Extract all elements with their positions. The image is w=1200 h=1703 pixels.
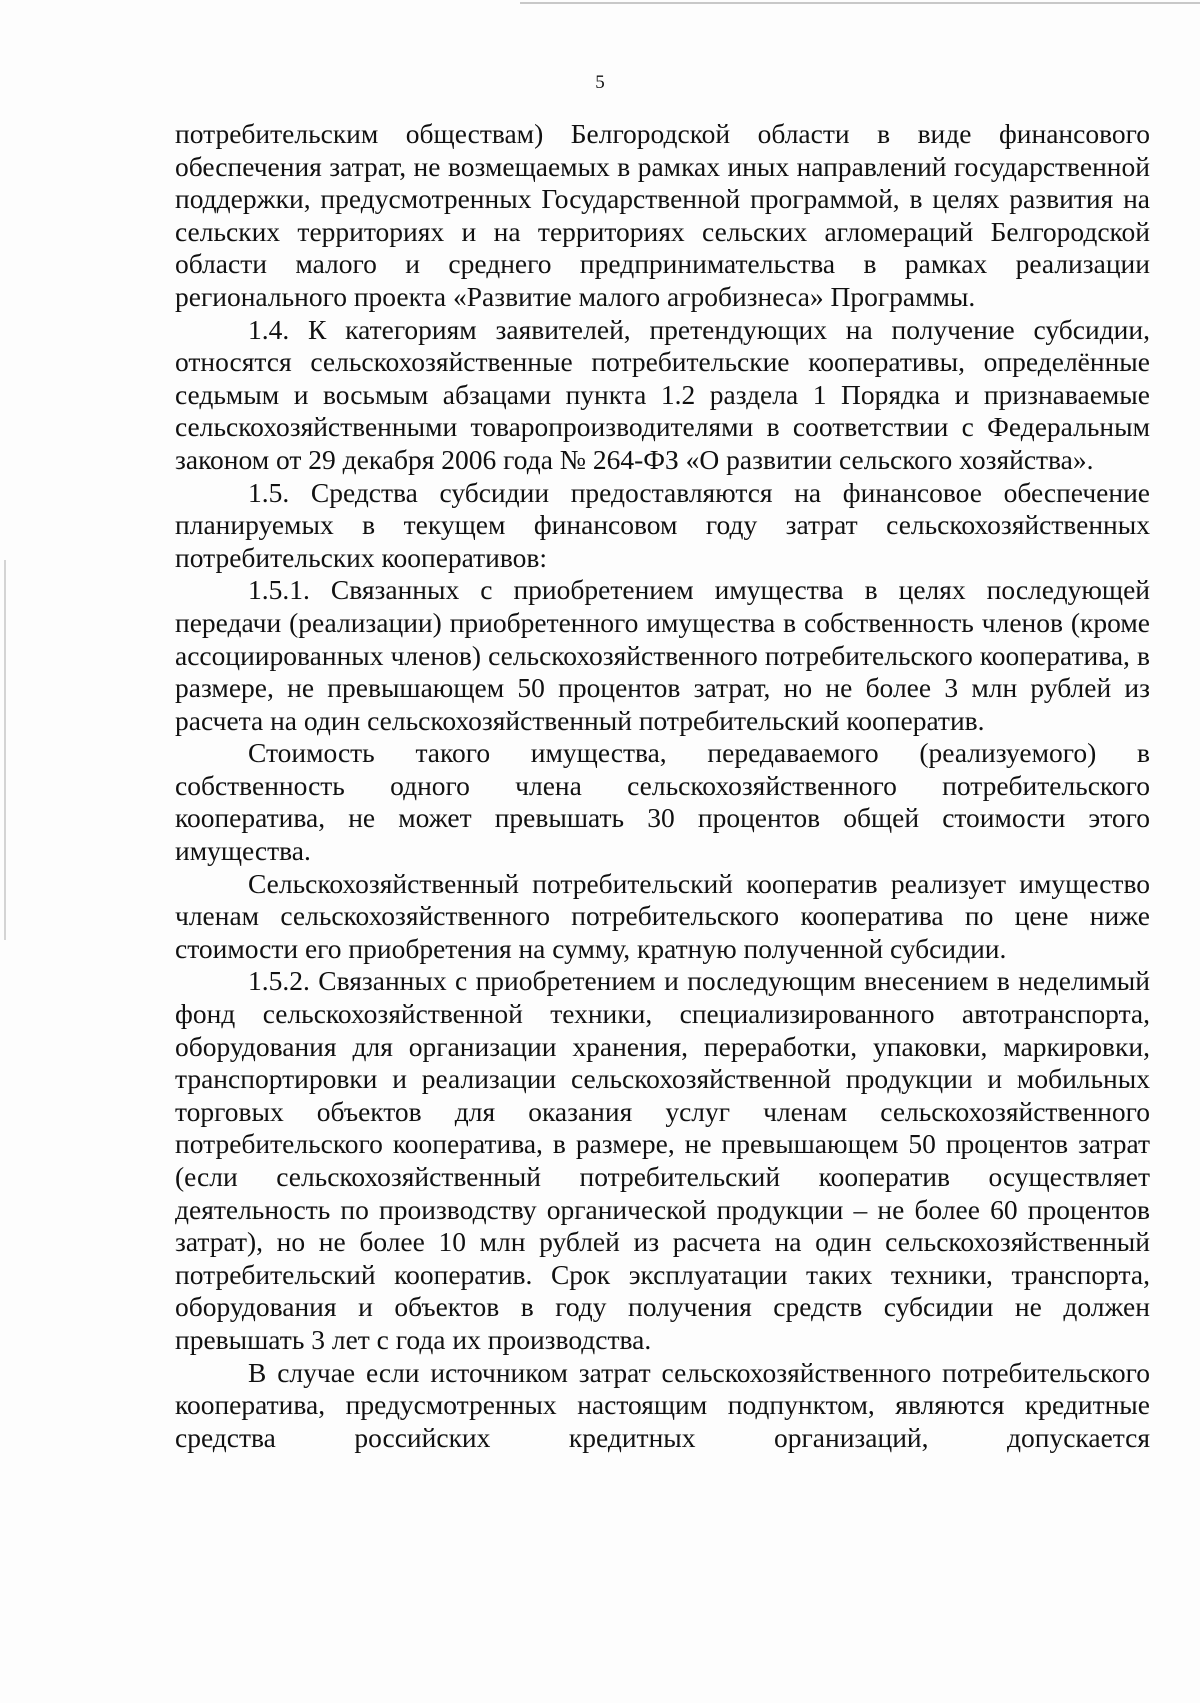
paragraph-1-5-1: 1.5.1. Связанных с приобретением имущества в целях последующей передачи (реализации) приобретенного имущества в собственность членов (кроме ассоциированных членов) сельскохозяйственного потребительского кооператива, в размере, не превышающем 50 процентов затрат, но не более 3 млн рублей из расчета на один сельскохозяйственный потребительский кооператив. bbox=[175, 574, 1150, 736]
paragraph-property-cost: Стоимость такого имущества, передаваемого (реализуемого) в собственность одного члена сельскохозяйственного потребительского кооператива, не может превышать 30 процентов общей стоимости этого имущества. bbox=[175, 737, 1150, 867]
paragraph-continuation: потребительским обществам) Белгородской области в виде финансового обеспечения затрат, не возмещаемых в рамках иных направлений государственной поддержки, предусмотренных Государственной программой, в целях развития на сельских территориях и на территориях сельских агломераций Белгородской области малого и среднего предпринимательства в рамках реализации регионального проекта «Развитие малого агробизнеса» Программы. bbox=[175, 118, 1150, 312]
paragraph-credit-funds: В случае если источником затрат сельскохозяйственного потребительского кооператива, предусмотренных настоящим подпунктом, являются кредитные средства российских кредитных организаций, допускается bbox=[175, 1356, 1150, 1453]
paragraph-1-5: 1.5. Средства субсидии предоставляются на финансовое обеспечение планируемых в текущем финансовом году затрат сельскохозяйственных потребительских кооперативов: bbox=[175, 476, 1150, 573]
scan-artifact-edge bbox=[4, 560, 6, 940]
paragraph-1-5-2: 1.5.2. Связанных с приобретением и последующим внесением в неделимый фонд сельскохозяйственной техники, специализированного автотранспорта, оборудования для организации хранения, переработки, упаковки, маркировки, транспортировки и реализации сельскохозяйственной продукции и мобильных торговых объектов для оказания услуг членам сельскохозяйственного потребительского кооператива, в размере, не превышающем 50 процентов затрат (если сельскохозяйственный потребительский кооператив осуществляет деятельность по производству органической продукции – не более 60 процентов затрат), но не более 10 млн рублей из расчета на один сельскохозяйственный потребительский кооператив. Срок эксплуатации таких техники, транспорта, оборудования и объектов в году получения средств субсидии не должен превышать 3 лет с года их производства. bbox=[175, 965, 1150, 1355]
document-body bbox=[175, 118, 1150, 1454]
page-number: 5 bbox=[595, 72, 605, 93]
paragraph-cooperative-sale: Сельскохозяйственный потребительский кооператив реализует имущество членам сельскохозяйственного потребительского кооператива по цене ниже стоимости его приобретения на сумму, кратную полученной субсидии. bbox=[175, 867, 1150, 964]
paragraph-1-4: 1.4. К категориям заявителей, претендующих на получение субсидии, относятся сельскохозяйственные потребительские кооперативы, определённые седьмым и восьмым абзацами пункта 1.2 раздела 1 Порядка и признаваемые сельскохозяйственными товаропроизводителями в соответствии с Федеральным законом от 29 декабря 2006 года № 264-ФЗ «О развитии сельского хозяйства». bbox=[175, 313, 1150, 475]
scan-artifact-line bbox=[520, 2, 1200, 4]
